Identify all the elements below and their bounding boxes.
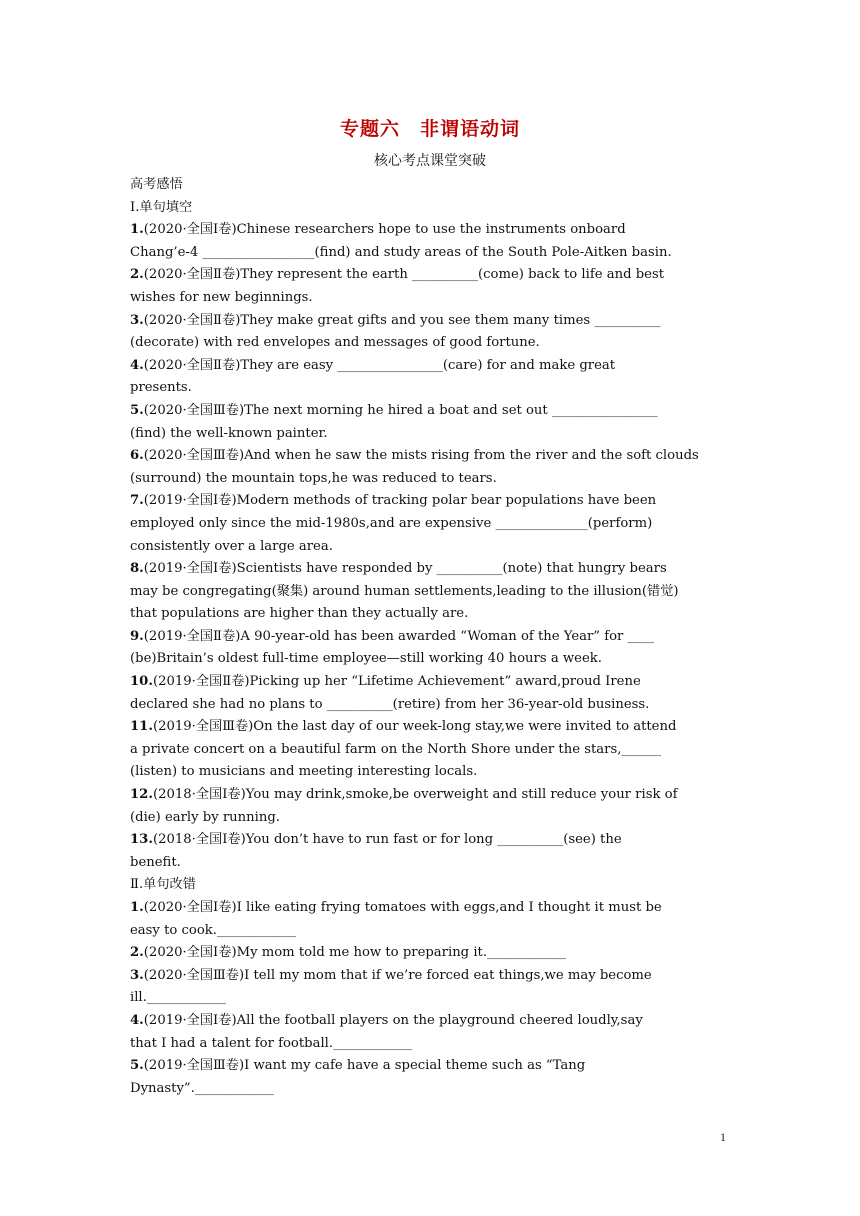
question-item bbox=[130, 558, 730, 626]
question-text: easy to cook.____________ bbox=[130, 922, 297, 938]
page-number: 1 bbox=[720, 1130, 726, 1144]
question-number: 4. bbox=[130, 1012, 144, 1028]
question-text: Chang’e-4 _________________(find) and study areas of the South Pole-Aitken basin. bbox=[130, 244, 672, 260]
question-number: 11. bbox=[130, 719, 153, 735]
section-heading: 高考感悟 bbox=[130, 177, 183, 192]
question-line bbox=[130, 694, 730, 717]
question-first-line bbox=[130, 219, 730, 242]
question-number: 10. bbox=[130, 674, 153, 690]
question-line bbox=[130, 513, 730, 536]
question-line bbox=[130, 1078, 730, 1101]
page-title: 专题六 非谓语动词 bbox=[339, 118, 520, 140]
question-first-line bbox=[130, 400, 730, 423]
question-text: ill.____________ bbox=[130, 990, 226, 1006]
question-text: a private concert on a beautiful farm on the North Shore under the stars,______ bbox=[130, 741, 661, 757]
question-line bbox=[130, 581, 730, 604]
question-number: 2. bbox=[130, 945, 144, 961]
question-number: 2. bbox=[130, 267, 144, 283]
question-line bbox=[130, 987, 730, 1010]
question-first-line bbox=[130, 942, 730, 965]
question-number: 3. bbox=[130, 312, 144, 328]
question-text: (2018·全国Ⅰ卷)You may drink,smoke,be overweight and still reduce your risk of bbox=[152, 787, 678, 803]
question-item bbox=[130, 965, 730, 1010]
question-item bbox=[130, 671, 730, 716]
question-text: (2020·全国Ⅰ卷)Chinese researchers hope to use the instruments onboard bbox=[143, 222, 626, 238]
question-item bbox=[130, 1055, 730, 1100]
question-number: 13. bbox=[130, 832, 153, 848]
question-item bbox=[130, 1010, 730, 1055]
question-text: (decorate) with red envelopes and messages of good fortune. bbox=[130, 335, 540, 351]
question-first-line bbox=[130, 1055, 730, 1078]
question-text: (die) early by running. bbox=[130, 809, 280, 825]
question-text: wishes for new beginnings. bbox=[130, 289, 313, 305]
question-line bbox=[130, 468, 730, 491]
question-text: (listen) to musicians and meeting interesting locals. bbox=[130, 764, 478, 780]
question-first-line bbox=[130, 1010, 730, 1033]
question-line bbox=[130, 852, 730, 875]
question-number: 3. bbox=[130, 967, 144, 983]
question-text: (2019·全国Ⅰ卷)Scientists have responded by __________(note) that hungry bears bbox=[143, 561, 667, 577]
question-line bbox=[130, 242, 730, 265]
question-text: that I had a talent for football.____________ bbox=[130, 1035, 413, 1051]
page-subtitle: 核心考点课堂突破 bbox=[374, 153, 486, 169]
question-text: consistently over a large area. bbox=[130, 538, 333, 554]
question-text: (2020·全国Ⅰ卷)My mom told me how to preparing it.____________ bbox=[143, 945, 567, 961]
question-text: (2019·全国Ⅲ卷)I want my cafe have a special theme such as “Tang bbox=[143, 1058, 586, 1074]
question-first-line bbox=[130, 490, 730, 513]
question-text: (2020·全国Ⅲ卷)And when he saw the mists rising from the river and the soft clouds bbox=[143, 448, 699, 464]
part1-heading: Ⅰ.单句填空 bbox=[130, 199, 193, 215]
question-line bbox=[130, 648, 730, 671]
question-item bbox=[130, 897, 730, 942]
question-item bbox=[130, 264, 730, 309]
question-first-line bbox=[130, 310, 730, 333]
question-item bbox=[130, 355, 730, 400]
question-number: 6. bbox=[130, 448, 144, 464]
question-text: (2020·全国Ⅲ卷)The next morning he hired a boat and set out ________________ bbox=[143, 402, 658, 418]
question-first-line bbox=[130, 355, 730, 378]
question-item bbox=[130, 219, 730, 264]
question-text: Dynasty”.____________ bbox=[130, 1080, 274, 1096]
question-text: (2019·全国Ⅱ卷)Picking up her “Lifetime Achievement” award,proud Irene bbox=[152, 674, 641, 690]
part2-questions bbox=[130, 897, 730, 1100]
question-item bbox=[130, 310, 730, 355]
question-line bbox=[130, 761, 730, 784]
question-line bbox=[130, 739, 730, 762]
question-text: (2019·全国Ⅰ卷)Modern methods of tracking polar bear populations have been bbox=[143, 493, 657, 509]
question-text: (find) the well-known painter. bbox=[130, 425, 328, 441]
question-item bbox=[130, 626, 730, 671]
question-item bbox=[130, 942, 730, 965]
question-line bbox=[130, 1033, 730, 1056]
question-text: benefit. bbox=[130, 854, 181, 870]
question-first-line bbox=[130, 445, 730, 468]
question-text: (2018·全国Ⅰ卷)You don’t have to run fast or for long __________(see) the bbox=[152, 832, 622, 848]
question-text: may be congregating(聚集) around human settlements,leading to the illusion(错觉) bbox=[130, 583, 679, 599]
question-line bbox=[130, 920, 730, 943]
question-text: declared she had no plans to __________(retire) from her 36-year-old business. bbox=[130, 696, 650, 712]
question-first-line bbox=[130, 897, 730, 920]
question-text: (surround) the mountain tops,he was reduced to tears. bbox=[130, 470, 497, 486]
question-text: (2020·全国Ⅱ卷)They make great gifts and you see them many times __________ bbox=[143, 312, 661, 328]
part1-questions bbox=[130, 219, 730, 874]
question-first-line bbox=[130, 829, 730, 852]
question-text: employed only since the mid-1980s,and are expensive ______________(perform) bbox=[130, 515, 653, 531]
question-line bbox=[130, 807, 730, 830]
question-number: 1. bbox=[130, 900, 144, 915]
question-first-line bbox=[130, 626, 730, 649]
question-text: (2019·全国Ⅲ卷)On the last day of our week-long stay,we were invited to attend bbox=[152, 719, 677, 735]
question-item bbox=[130, 784, 730, 829]
question-first-line bbox=[130, 264, 730, 287]
part2-heading: Ⅱ.单句改错 bbox=[130, 877, 196, 893]
question-first-line bbox=[130, 965, 730, 988]
question-text: (2020·全国Ⅱ卷)They are easy ________________(care) for and make great bbox=[143, 357, 616, 373]
question-first-line bbox=[130, 784, 730, 807]
question-text: (2019·全国Ⅰ卷)All the football players on the playground cheered loudly,say bbox=[143, 1012, 643, 1028]
question-number: 9. bbox=[130, 628, 144, 644]
question-line bbox=[130, 423, 730, 446]
question-text: (be)Britain’s oldest full-time employee—still working 40 hours a week. bbox=[130, 651, 602, 667]
question-text: (2020·全国Ⅰ卷)I like eating frying tomatoes with eggs,and I thought it must be bbox=[143, 900, 662, 915]
question-number: 4. bbox=[130, 357, 144, 373]
question-item bbox=[130, 445, 730, 490]
question-number: 8. bbox=[130, 561, 144, 577]
question-first-line bbox=[130, 558, 730, 581]
question-item bbox=[130, 716, 730, 784]
question-text: (2020·全国Ⅲ卷)I tell my mom that if we’re forced eat things,we may become bbox=[143, 967, 652, 983]
question-item bbox=[130, 400, 730, 445]
question-number: 12. bbox=[130, 787, 153, 803]
question-text: presents. bbox=[130, 380, 192, 396]
question-number: 7. bbox=[130, 493, 144, 509]
question-item bbox=[130, 490, 730, 558]
question-line bbox=[130, 377, 730, 400]
question-line bbox=[130, 536, 730, 559]
question-number: 5. bbox=[130, 402, 144, 418]
question-text: (2020·全国Ⅱ卷)They represent the earth __________(come) back to life and best bbox=[143, 267, 665, 283]
question-line bbox=[130, 332, 730, 355]
question-item bbox=[130, 829, 730, 874]
document-body bbox=[130, 174, 730, 1100]
question-first-line bbox=[130, 716, 730, 739]
question-number: 5. bbox=[130, 1058, 144, 1074]
question-line bbox=[130, 287, 730, 310]
question-number: 1. bbox=[130, 222, 144, 238]
question-first-line bbox=[130, 671, 730, 694]
question-text: that populations are higher than they actually are. bbox=[130, 606, 469, 622]
question-line bbox=[130, 603, 730, 626]
question-text: (2019·全国Ⅱ卷)A 90-year-old has been awarded “Woman of the Year” for ____ bbox=[143, 628, 654, 644]
